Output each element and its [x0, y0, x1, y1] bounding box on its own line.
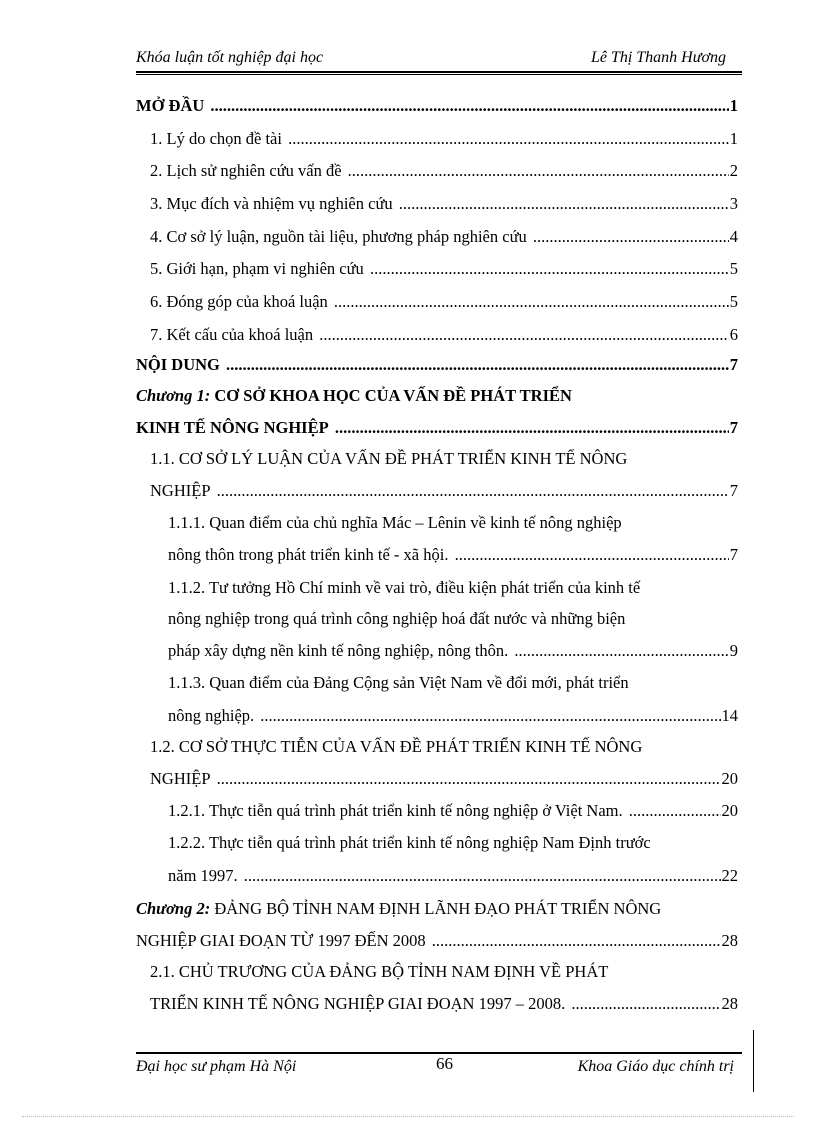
footer-university: Đại học sư phạm Hà Nội — [136, 1058, 297, 1075]
toc-entry — [168, 673, 738, 693]
toc-entry-text: KINH TẾ NÔNG NGHIỆP — [136, 418, 329, 437]
toc-entry-text: 1.2. CƠ SỞ THỰC TIỄN CỦA VẤN ĐỀ PHÁT TRIỂN KINH TẾ NÔNG — [150, 737, 643, 756]
toc-entry-text: 4. Cơ sở lý luận, nguồn tài liệu, phương pháp nghiên cứu — [150, 227, 527, 246]
toc-entry — [136, 355, 738, 375]
toc-chapter-label: Chương 1: — [136, 386, 211, 405]
toc-entry-title — [168, 866, 240, 885]
toc-page-number: 7 — [729, 545, 738, 564]
toc-entry — [168, 706, 738, 726]
toc-entry-text: 1.1. CƠ SỞ LÝ LUẬN CỦA VẤN ĐỀ PHÁT TRIỂN KINH TẾ NÔNG — [150, 449, 628, 468]
toc-entry-title — [136, 931, 428, 950]
toc-page-number: 20 — [721, 769, 738, 788]
toc-entry — [168, 866, 738, 886]
toc-page-number: 14 — [721, 706, 738, 725]
toc-entry — [150, 129, 738, 149]
toc-entry-text: 1.1.1. Quan điểm của chủ nghĩa Mác – Lênin về kinh tế nông nghiệp — [168, 513, 622, 532]
toc-page-number: 2 — [729, 161, 738, 180]
toc-page-number: 1 — [729, 96, 738, 115]
toc-entry-title — [168, 706, 256, 725]
toc-entry-text: 7. Kết cấu của khoá luận — [150, 325, 314, 344]
toc-entry — [150, 292, 738, 312]
toc-entry-title — [150, 259, 366, 278]
toc-entry-title — [150, 994, 567, 1013]
toc-entry — [136, 386, 738, 406]
toc-entry-title — [168, 545, 450, 564]
toc-entry — [150, 769, 738, 789]
page-bottom-border — [22, 1116, 794, 1117]
toc-page-number: 6 — [729, 325, 738, 344]
footer-page-number: 66 — [436, 1054, 453, 1073]
toc-entry-title — [150, 449, 629, 468]
toc-entry — [136, 931, 738, 951]
toc-chapter-label: Chương 2: — [136, 899, 211, 918]
toc-page-number: 3 — [729, 194, 738, 213]
toc-page-number: 4 — [729, 227, 738, 246]
toc-entry — [168, 833, 738, 853]
toc-entry-text: ĐẢNG BỘ TỈNH NAM ĐỊNH LÃNH ĐẠO PHÁT TRIỂN NÔNG — [210, 899, 662, 918]
toc-entry — [150, 449, 738, 469]
toc-entry — [150, 227, 738, 247]
toc-entry-title — [136, 899, 663, 918]
toc-entry-text: NGHIỆP — [150, 481, 211, 500]
toc-entry — [168, 801, 738, 821]
toc-entry — [136, 418, 738, 438]
toc-entry-text: MỞ ĐẦU — [136, 96, 205, 115]
toc-entry-text: 6. Đóng góp của khoá luận — [150, 292, 328, 311]
header-author-name: Lê Thị Thanh Hương — [590, 49, 726, 66]
toc-entry-text: NGHIỆP GIAI ĐOẠN TỪ 1997 ĐẾN 2008 — [136, 931, 426, 950]
toc-entry-text: NGHIỆP — [150, 769, 211, 788]
toc-entry-title — [150, 227, 529, 246]
toc-entry — [150, 325, 738, 345]
toc-entry — [168, 609, 738, 629]
toc-entry-text: 3. Mục đích và nhiệm vụ nghiên cứu — [150, 194, 393, 213]
toc-page-number: 28 — [721, 931, 738, 950]
toc-entry-text: nông nghiệp. — [168, 706, 255, 725]
toc-entry-title — [150, 737, 644, 756]
toc-entry-text: 1.1.2. Tư tưởng Hồ Chí minh về vai trò, điều kiện phát triển của kinh tế — [168, 578, 641, 597]
toc-entry-title — [150, 769, 213, 788]
toc-entry-title — [150, 962, 610, 981]
toc-page-number: 1 — [729, 129, 738, 148]
footer-faculty: Khoa Giáo dục chính trị — [577, 1058, 734, 1075]
toc-entry-text: nông nghiệp trong quá trình công nghiệp hoá đất nước và những biện — [168, 609, 626, 628]
toc-entry-title — [150, 194, 395, 213]
header-thesis-title: Khóa luận tốt nghiệp đại học — [136, 49, 324, 66]
toc-entry-title — [136, 386, 574, 405]
toc-entry-title — [168, 641, 510, 660]
toc-entry-title — [136, 96, 206, 115]
toc-entry-text: 1.1.3. Quan điểm của Đảng Cộng sản Việt Nam về đổi mới, phát triển — [168, 673, 629, 692]
toc-entry-title — [168, 578, 642, 597]
toc-entry — [150, 994, 738, 1014]
toc-entry-title — [150, 481, 213, 500]
toc-entry-text: pháp xây dựng nền kinh tế nông nghiệp, nông thôn. — [168, 641, 509, 660]
toc-entry-text: 1.2.1. Thực tiễn quá trình phát triển kinh tế nông nghiệp ở Việt Nam. — [168, 801, 623, 820]
toc-entry-text: 2.1. CHỦ TRƯƠNG CỦA ĐẢNG BỘ TỈNH NAM ĐỊNH VỀ PHÁT — [150, 962, 609, 981]
toc-page-number: 20 — [721, 801, 738, 820]
toc-page-number: 22 — [721, 866, 738, 885]
toc-entry-text: CƠ SỞ KHOA HỌC CỦA VẤN ĐỀ PHÁT TRIỂN — [210, 386, 572, 405]
toc-entry — [150, 259, 738, 279]
toc-entry — [136, 899, 738, 919]
toc-page-number: 5 — [729, 292, 738, 311]
toc-entry — [150, 161, 738, 181]
toc-entry-title — [150, 161, 344, 180]
toc-page-number: 7 — [729, 481, 738, 500]
toc-entry — [150, 962, 738, 982]
toc-entry-text: 2. Lịch sử nghiên cứu vấn đề — [150, 161, 342, 180]
toc-entry — [150, 481, 738, 501]
toc-entry — [150, 737, 738, 757]
toc-entry-title — [150, 292, 330, 311]
toc-entry-text: 5. Giới hạn, phạm vi nghiên cứu — [150, 259, 364, 278]
toc-entry-text: nông thôn trong phát triển kinh tế - xã hội. — [168, 545, 449, 564]
toc-entry — [168, 578, 738, 598]
toc-entry — [136, 96, 738, 116]
toc-entry-title — [150, 325, 315, 344]
toc-page-number: 28 — [721, 994, 738, 1013]
toc-entry-title — [150, 129, 284, 148]
toc-page-number: 7 — [729, 418, 738, 437]
toc-entry-title — [136, 418, 331, 437]
toc-entry — [150, 194, 738, 214]
toc-entry-title — [168, 673, 631, 692]
toc-entry-text: NỘI DUNG — [136, 355, 220, 374]
toc-entry-title — [168, 513, 624, 532]
toc-entry-text: năm 1997. — [168, 866, 238, 885]
footer-side-rule — [753, 1030, 754, 1092]
toc-entry — [168, 513, 738, 533]
toc-page-number: 7 — [729, 355, 738, 374]
toc-entry-title — [136, 355, 222, 374]
toc-entry-text: 1.2.2. Thực tiễn quá trình phát triển kinh tế nông nghiệp Nam Định trước — [168, 833, 651, 852]
toc-entry-title — [168, 833, 653, 852]
toc-entry — [168, 641, 738, 661]
toc-page-number: 5 — [729, 259, 738, 278]
toc-entry-text: TRIỂN KINH TẾ NÔNG NGHIỆP GIAI ĐOẠN 1997 – 2008. — [150, 994, 566, 1013]
toc-entry — [168, 545, 738, 565]
toc-entry-text: 1. Lý do chọn đề tài — [150, 129, 282, 148]
toc-page-number: 9 — [729, 641, 738, 660]
toc-entry-title — [168, 609, 627, 628]
page-footer — [136, 1056, 742, 1080]
toc-entry-title — [168, 801, 625, 820]
